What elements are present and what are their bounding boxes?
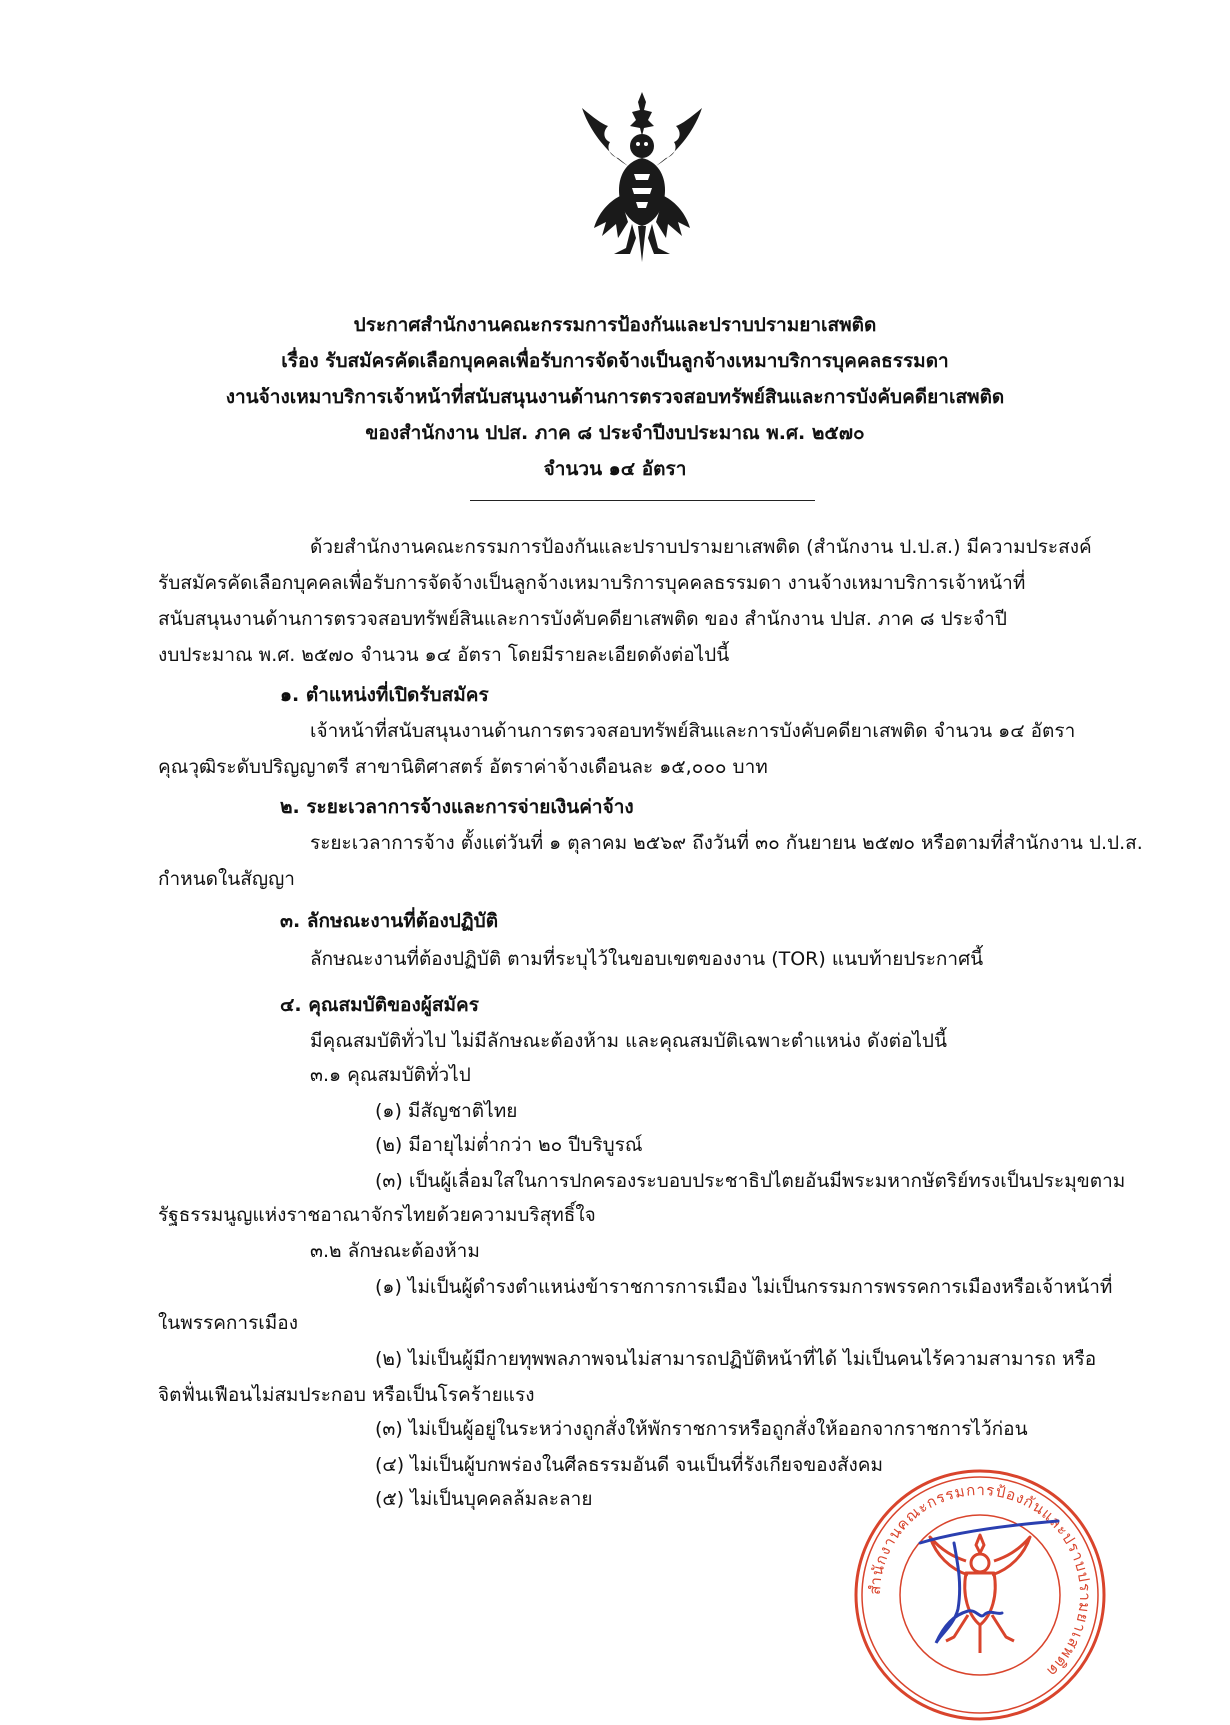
list-item-continued: จิตฟั่นเฟือนไม่สมประกอบ หรือเป็นโรคร้ายแรง: [158, 1384, 535, 1406]
subsection-prohibited: ๓.๒ ลักษณะต้องห้าม: [310, 1240, 480, 1262]
section-2-text: กำหนดในสัญญา: [158, 868, 295, 890]
section-4-text: มีคุณสมบัติทั่วไป ไม่มีลักษณะต้องห้าม และคุณสมบัติเฉพาะตำแหน่ง ดังต่อไปนี้: [310, 1030, 947, 1052]
list-item: (๑) มีสัญชาติไทย: [375, 1100, 518, 1122]
section-heading-4: ๔. คุณสมบัติของผู้สมัคร: [280, 994, 479, 1016]
section-1-text: เจ้าหน้าที่สนับสนุนงานด้านการตรวจสอบทรัพย์สินและการบังคับคดียาเสพติด จำนวน ๑๔ อัตรา: [310, 720, 1076, 742]
intro-line: ด้วยสำนักงานคณะกรรมการป้องกันและปราบปรามยาเสพติด (สำนักงาน ป.ป.ส.) มีความประสงค์: [310, 536, 1092, 558]
intro-line: รับสมัครคัดเลือกบุคคลเพื่อรับการจัดจ้างเป็นลูกจ้างเหมาบริการบุคคลธรรมดา งานจ้างเหมาบริการเจ้าหน้าที่: [158, 572, 1026, 594]
section-heading-3: ๓. ลักษณะงานที่ต้องปฏิบัติ: [280, 910, 499, 932]
seal-text: สำนักงานคณะกรรมการป้องกันและปราบปรามยาเสพติด: [865, 1480, 1095, 1681]
position-count: จำนวน ๑๔ อัตรา: [543, 458, 687, 480]
list-item: (๕) ไม่เป็นบุคคลล้มละลาย: [375, 1488, 593, 1510]
section-2-text: ระยะเวลาการจ้าง ตั้งแต่วันที่ ๑ ตุลาคม ๒๕๖๙ ถึงวันที่ ๓๐ กันยายน ๒๕๗๐ หรือตามที่สำนักงาน ป.ป.ส.: [310, 832, 1143, 854]
list-item: (๒) ไม่เป็นผู้มีกายทุพพลภาพจนไม่สามารถปฏิบัติหน้าที่ได้ ไม่เป็นคนไร้ความสามารถ หรือ: [375, 1348, 1097, 1370]
announcement-subject-line-2: งานจ้างเหมาบริการเจ้าหน้าที่สนับสนุนงานด้านการตรวจสอบทรัพย์สินและการบังคับคดียาเสพติด: [225, 386, 1005, 408]
list-item: (๒) มีอายุไม่ต่ำกว่า ๒๐ ปีบริบูรณ์: [375, 1134, 643, 1156]
garuda-emblem-icon: [572, 88, 712, 266]
section-3-text: ลักษณะงานที่ต้องปฏิบัติ ตามที่ระบุไว้ในขอบเขตของงาน (TOR) แนบท้ายประกาศนี้: [310, 948, 984, 970]
list-item-continued: รัฐธรรมนูญแห่งราชอาณาจักรไทยด้วยความบริสุทธิ์ใจ: [158, 1204, 596, 1226]
office-seal-icon: [850, 1465, 1110, 1725]
section-heading-1: ๑. ตำแหน่งที่เปิดรับสมัคร: [280, 684, 489, 706]
section-heading-2: ๒. ระยะเวลาการจ้างและการจ่ายเงินค่าจ้าง: [280, 796, 634, 818]
list-item: (๔) ไม่เป็นผู้บกพร่องในศีลธรรมอันดี จนเป็นที่รังเกียจของสังคม: [375, 1454, 883, 1476]
subsection-general: ๓.๑ คุณสมบัติทั่วไป: [310, 1064, 471, 1086]
section-1-text: คุณวุฒิระดับปริญญาตรี สาขานิติศาสตร์ อัตราค่าจ้างเดือนละ ๑๕,๐๐๐ บาท: [158, 756, 768, 778]
list-item: (๓) ไม่เป็นผู้อยู่ในระหว่างถูกสั่งให้พักราชการหรือถูกสั่งให้ออกจากราชการไว้ก่อน: [375, 1418, 1028, 1440]
announcement-subject-line-3: ของสำนักงาน ปปส. ภาค ๘ ประจำปีงบประมาณ พ.ศ. ๒๕๗๐: [365, 422, 865, 444]
intro-line: สนับสนุนงานด้านการตรวจสอบทรัพย์สินและการบังคับคดียาเสพติด ของ สำนักงาน ปปส. ภาค ๘ ประจำปี: [158, 608, 1007, 630]
header-divider: [470, 500, 815, 501]
list-item: (๑) ไม่เป็นผู้ดำรงตำแหน่งข้าราชการการเมือง ไม่เป็นกรรมการพรรคการเมืองหรือเจ้าหน้าที่: [375, 1276, 1113, 1298]
list-item: (๓) เป็นผู้เลื่อมใสในการปกครองระบอบประชาธิปไตยอันมีพระมหากษัตริย์ทรงเป็นประมุขตาม: [375, 1170, 1126, 1192]
announcement-title: ประกาศสำนักงานคณะกรรมการป้องกันและปราบปรามยาเสพติด: [353, 314, 877, 336]
announcement-subject: เรื่อง รับสมัครคัดเลือกบุคคลเพื่อรับการจัดจ้างเป็นลูกจ้างเหมาบริการบุคคลธรรมดา: [281, 350, 949, 372]
list-item-continued: ในพรรคการเมือง: [158, 1312, 298, 1334]
intro-line: งบประมาณ พ.ศ. ๒๕๗๐ จำนวน ๑๔ อัตรา โดยมีรายละเอียดดังต่อไปนี้: [158, 644, 730, 666]
